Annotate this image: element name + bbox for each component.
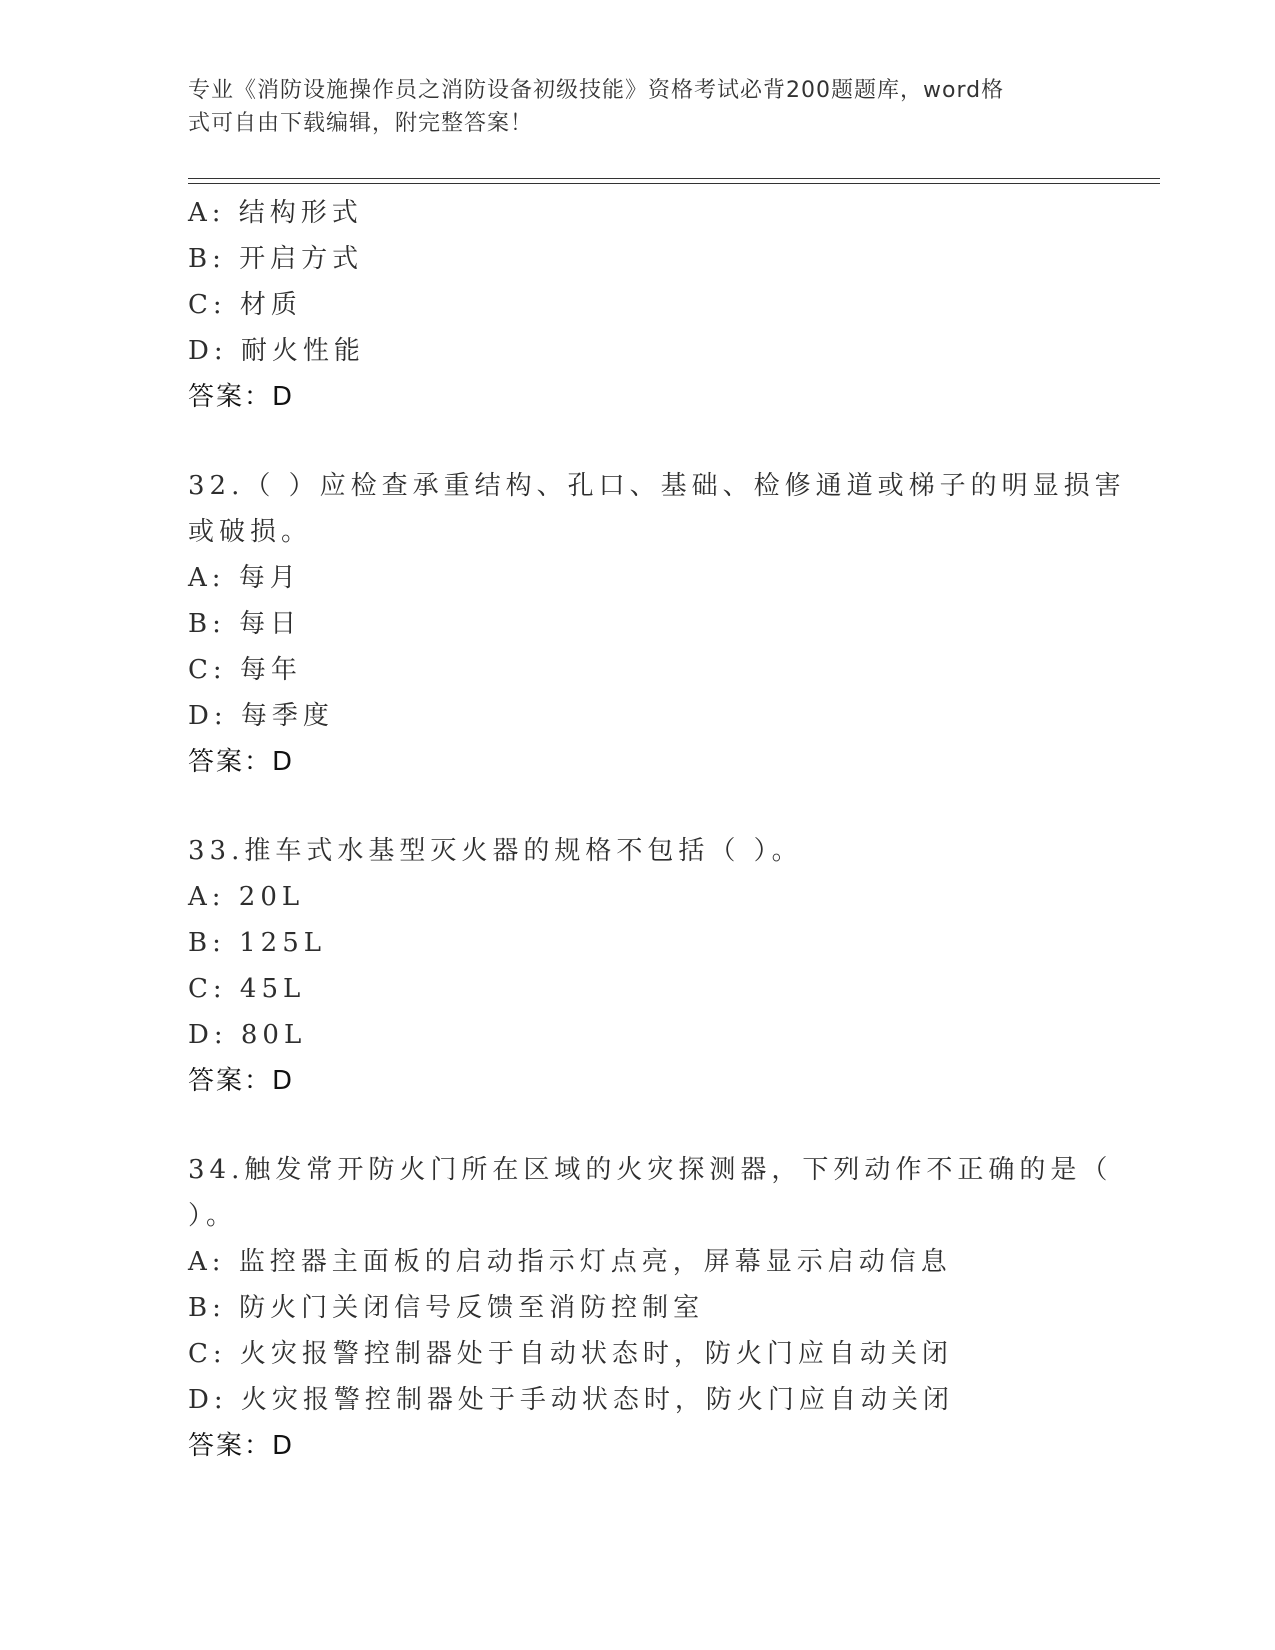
option-b: B: 开启方式 xyxy=(188,244,364,274)
option-a: A: 监控器主面板的启动指示灯点亮，屏幕显示启动信息 xyxy=(188,1247,952,1277)
question-text-line-1: 34.触发常开防火门所在区域的火灾探测器，下列动作不正确的是（ xyxy=(188,1155,1113,1185)
question-32 xyxy=(188,463,1126,785)
question-33 xyxy=(188,828,1088,1104)
option-a: A: 20L xyxy=(188,882,305,912)
question-list xyxy=(188,190,1126,1469)
option-b: B: 125L xyxy=(188,928,327,958)
option-c: C: 火灾报警控制器处于自动状态时，防火门应自动关闭 xyxy=(188,1339,953,1369)
option-d: D: 80L xyxy=(188,1020,307,1050)
document-header xyxy=(188,74,1068,140)
header-line-1: 专业《消防设施操作员之消防设备初级技能》资格考试必背200题题库，word格 xyxy=(188,78,1005,103)
question-text-line-1: 32.（ ）应检查承重结构、孔口、基础、检修通道或梯子的明显损害 xyxy=(188,471,1126,501)
option-a: A: 结构形式 xyxy=(188,198,363,228)
spacer xyxy=(188,785,1088,828)
option-d: D: 耐火性能 xyxy=(188,336,365,366)
question-text-line-1: 33.推车式水基型灭火器的规格不包括（ ）。 xyxy=(188,836,803,866)
option-a: A: 每月 xyxy=(188,563,301,593)
header-divider-bottom xyxy=(188,183,1160,184)
option-c: C: 材质 xyxy=(188,290,302,320)
spacer xyxy=(188,420,1088,463)
spacer xyxy=(188,1104,1088,1147)
option-c: C: 每年 xyxy=(188,655,302,685)
question-31 xyxy=(188,190,1088,420)
answer-label: 答案：D xyxy=(188,1066,295,1096)
option-c: C: 45L xyxy=(188,974,306,1004)
question-text-line-2: 或破损。 xyxy=(188,517,313,547)
header-divider-top xyxy=(188,178,1160,179)
option-b: B: 每日 xyxy=(188,609,302,639)
option-d: D: 每季度 xyxy=(188,701,334,731)
question-text-line-2: ）。 xyxy=(188,1201,238,1231)
answer-label: 答案：D xyxy=(188,382,295,412)
option-b: B: 防火门关闭信号反馈至消防控制室 xyxy=(188,1293,705,1323)
header-line-2: 式可自由下载编辑，附完整答案！ xyxy=(188,111,534,136)
option-d: D: 火灾报警控制器处于手动状态时，防火门应自动关闭 xyxy=(188,1385,954,1415)
answer-label: 答案：D xyxy=(188,1431,295,1461)
question-34 xyxy=(188,1147,1113,1469)
answer-label: 答案：D xyxy=(188,747,295,777)
